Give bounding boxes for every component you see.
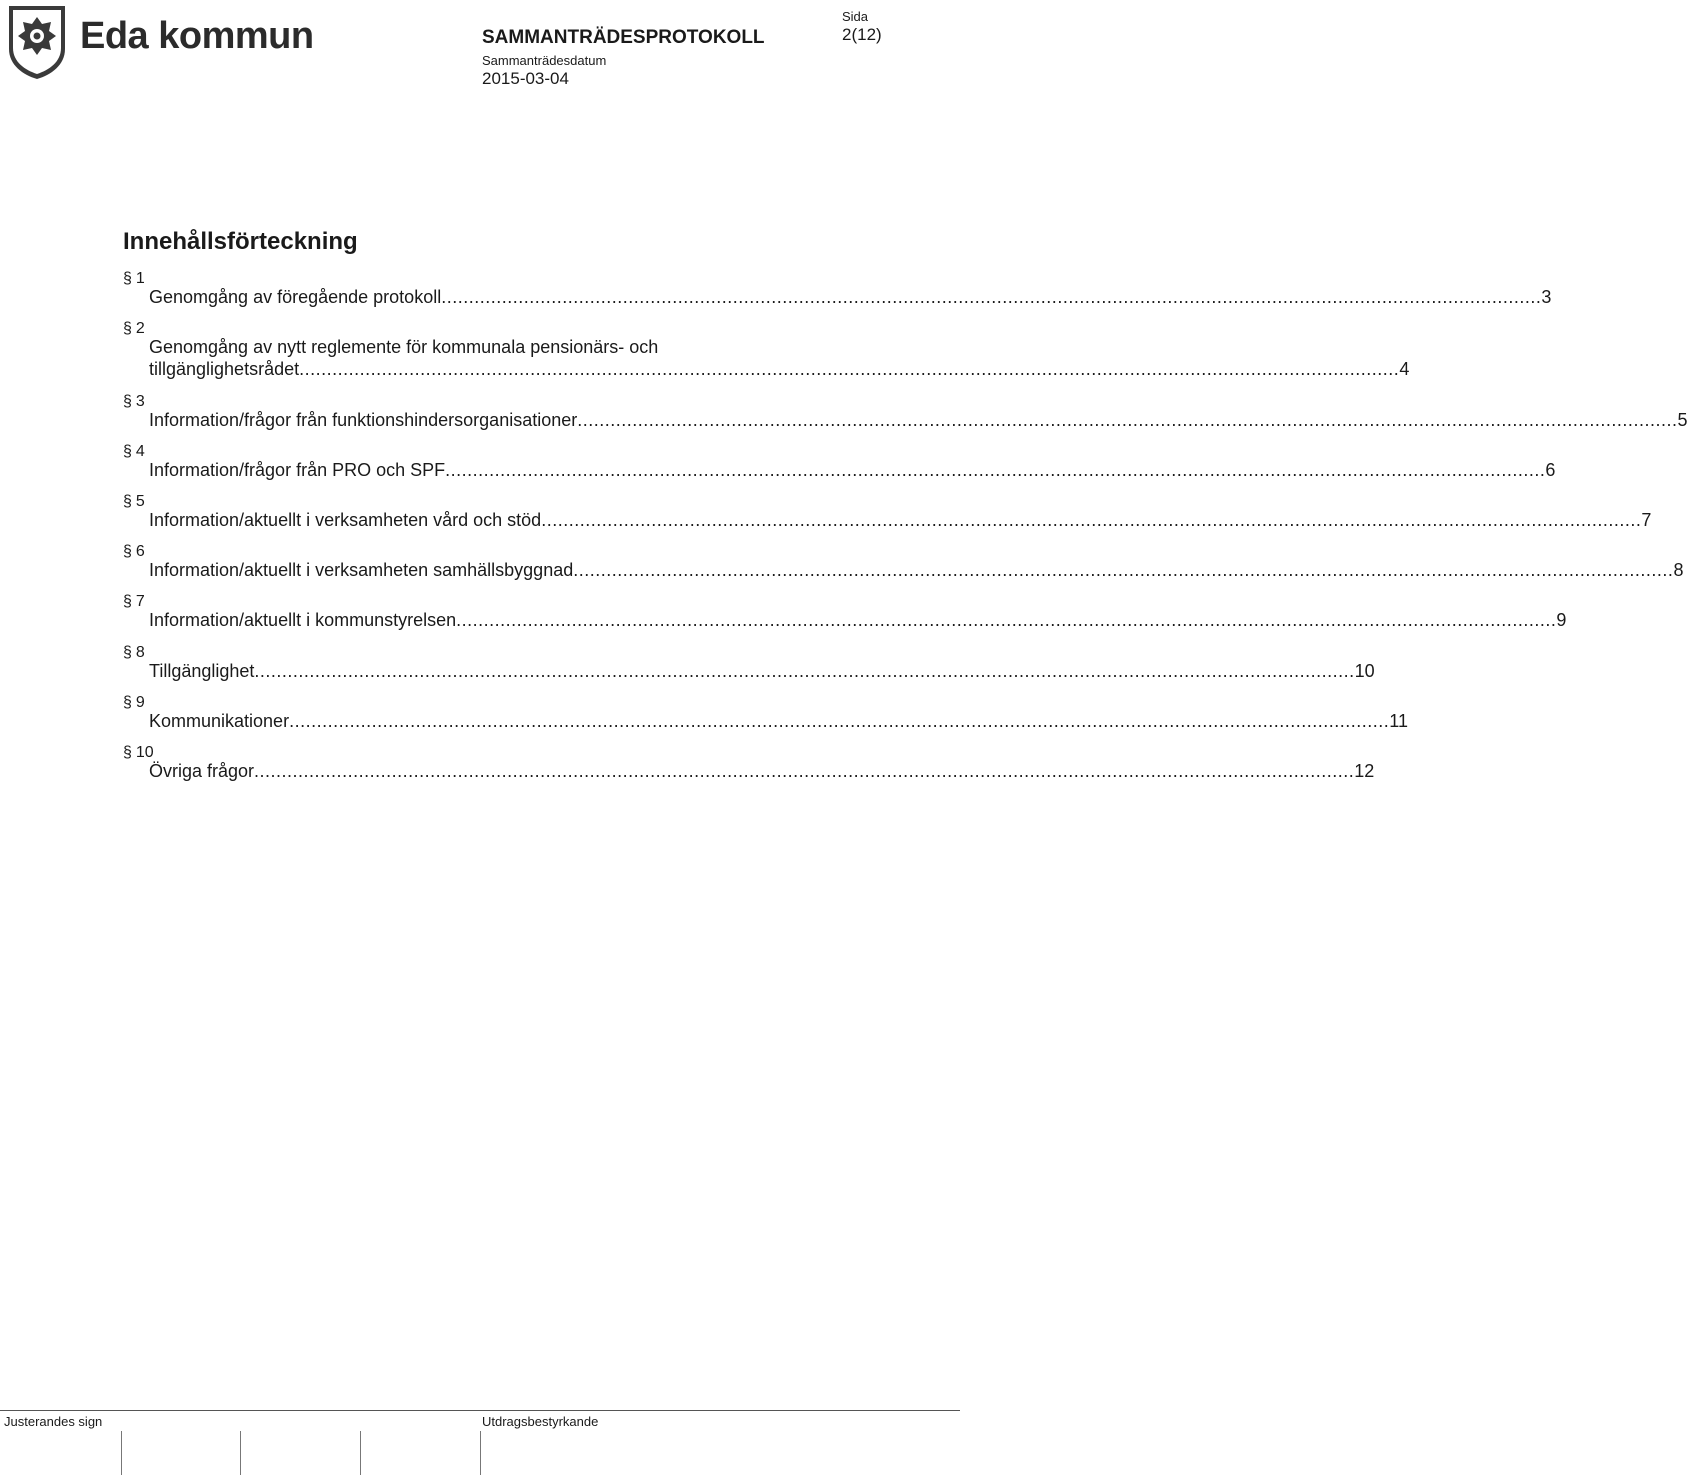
toc-item[interactable] [123,388,1687,438]
toc-item-number [123,265,145,293]
toc-item-page: 8 [1673,560,1684,581]
toc-item-page: 4 [1399,359,1410,380]
dot-leader: ........................................................................................................................................................................................................ [441,287,1542,307]
toc-item-title [149,609,1567,631]
toc-item-number [123,488,145,516]
dot-leader: ........................................................................................................................................................................................................ [254,660,1355,681]
date-label: Sammanträdesdatum [482,53,607,68]
toc-number-value: 3 [135,392,145,410]
toc-item-text: Information/aktuellt i verksamheten samhällsbyggnad [149,560,574,581]
dot-leader: ........................................................................................................................................................................................................ [289,710,1390,731]
toc-item-title [149,660,1375,682]
signature-box-divider [121,1431,122,1475]
toc-item-title [149,760,1375,782]
section-symbol: § [123,593,132,611]
toc-item-text: Information/aktuellt i kommunstyrelsen [149,610,457,631]
toc-item-title [149,336,1410,380]
section-symbol: § [123,392,132,410]
eda-kommun-coat-of-arms-icon [6,3,68,81]
toc-number-value: 1 [135,270,145,287]
section-symbol: § [123,693,132,711]
toc-item-text: Information/frågor från PRO och SPF [149,459,446,480]
toc-item[interactable] [123,538,1684,588]
dot-leader: ........................................................................................................................................................................................................ [573,560,1674,581]
section-symbol: § [123,543,132,561]
section-symbol: § [123,270,132,287]
signature-box-divider [360,1431,361,1475]
toc-item-title [149,559,1684,581]
signature-box-divider [480,1431,481,1475]
toc-item-page: 3 [1541,287,1552,307]
toc-item-number [123,639,145,667]
page-label: Sida [842,9,869,24]
toc-number-value: 8 [135,643,145,661]
toc-item-title [149,286,1552,308]
toc-item-title [149,509,1652,531]
excerpt-certification-label: Utdragsbestyrkande [482,1414,599,1429]
toc-number-value: 6 [135,543,145,561]
section-symbol: § [123,743,132,761]
toc-item[interactable] [123,438,1556,488]
section-symbol: § [123,492,132,510]
toc-item-page: 10 [1354,660,1375,681]
toc-number-value: 2 [135,320,145,338]
dot-leader: ........................................................................................................................................................................................................ [541,509,1642,530]
toc-item-page: 6 [1545,459,1556,480]
toc-item[interactable] [123,488,1652,538]
toc-item-title [149,459,1556,481]
toc-item-number [123,538,145,566]
toc-item-title [149,710,1408,732]
toc-item[interactable] [123,739,1375,789]
footer [0,1410,960,1475]
signature-label: Justerandes sign [4,1414,103,1429]
toc-item-page: 7 [1641,509,1652,530]
toc-item[interactable] [123,689,1408,739]
signature-box-divider [240,1431,241,1475]
toc-item-number [123,588,145,616]
toc-item[interactable] [123,588,1567,638]
table-of-contents [123,265,1687,789]
toc-item-text: Genomgång av föregående protokoll [149,287,442,307]
toc-item-text: Information/aktuellt i verksamheten vård och stöd [149,509,542,530]
dot-leader: ........................................................................................................................................................................................................ [254,760,1355,781]
toc-item-text: Information/frågor från funktionshindersorganisationer [149,409,578,430]
toc-item-page: 9 [1556,610,1567,631]
dot-leader: ........................................................................................................................................................................................................ [456,610,1557,631]
toc-item-text-line2: tillgänglighetsrådet [149,359,300,380]
section-symbol: § [123,643,132,661]
toc-number-value: 9 [135,693,145,711]
toc-heading: Innehållsförteckning [123,228,358,255]
dot-leader: ........................................................................................................................................................................................................ [445,459,1546,480]
toc-item-page: 11 [1389,710,1408,731]
toc-item-text: Kommunikationer [149,710,290,731]
toc-number-value: 7 [135,593,145,611]
toc-number-value: 5 [135,492,145,510]
toc-item-number [123,689,145,717]
brand-name: Eda kommun [80,15,314,57]
toc-item-text: Övriga frågor [149,760,255,781]
toc-item-title [149,409,1687,431]
date-value: 2015-03-04 [482,69,569,88]
section-symbol: § [123,320,132,338]
dot-leader: ........................................................................................................................................................................................................ [577,409,1678,430]
dot-leader: ........................................................................................................................................................................................................ [299,359,1400,380]
toc-item-text: Genomgång av nytt reglemente för kommunala pensionärs- och [149,337,659,358]
section-symbol: § [123,442,132,460]
toc-item-number [123,438,145,466]
document-type: SAMMANTRÄDESPROTOKOLL [482,27,765,48]
toc-item[interactable] [123,265,1552,315]
toc-item-page: 12 [1354,760,1375,781]
toc-item[interactable] [123,639,1375,689]
toc-number-value: 4 [135,442,145,460]
toc-item-page: 5 [1677,409,1687,430]
toc-number-value: 10 [135,743,154,761]
toc-item-number [123,388,145,416]
toc-item-number [123,315,145,343]
page-number: 2(12) [842,25,882,44]
toc-item[interactable] [123,315,1410,387]
toc-item-text: Tillgänglighet [149,660,255,681]
